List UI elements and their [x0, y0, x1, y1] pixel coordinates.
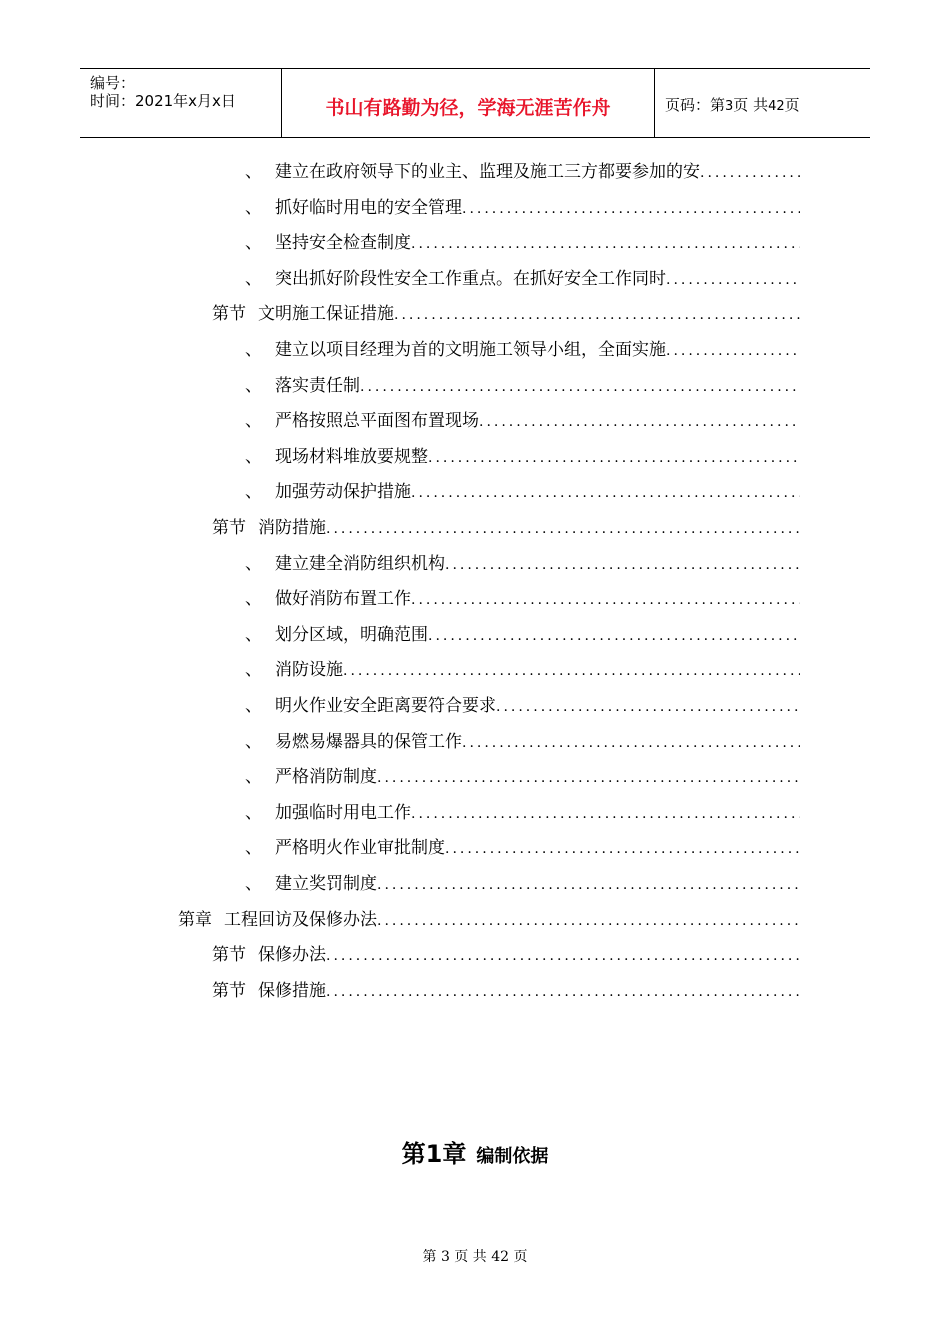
toc-leader-dots [479, 410, 800, 434]
toc-entry-prefix: 、 [245, 411, 262, 432]
toc-entry-title: 明火作业安全距离要符合要求 [275, 696, 496, 716]
toc-entry-prefix: 、 [245, 874, 262, 894]
toc-entry-title: 文明施工保证措施 [258, 304, 394, 325]
toc-entry[interactable] [212, 302, 800, 326]
toc-entry-title: 严格明火作业审批制度 [275, 838, 445, 859]
toc-leader-dots [666, 268, 800, 292]
toc-entry-prefix: 、 [245, 589, 262, 610]
toc-entry[interactable] [245, 658, 800, 682]
toc-leader-dots [428, 446, 800, 470]
toc-leader-dots [700, 161, 800, 185]
toc-entry-prefix: 、 [245, 233, 262, 254]
toc-entry-title: 建立奖罚制度 [275, 874, 377, 894]
toc-leader-dots [411, 232, 800, 256]
toc-entry-prefix: 第章 [178, 909, 212, 930]
toc-entry[interactable] [212, 516, 800, 540]
toc-entry-title: 坚持安全检查制度 [275, 233, 411, 254]
toc-entry-title: 落实责任制 [275, 375, 360, 396]
toc-entry-title: 严格消防制度 [275, 767, 377, 788]
toc-entry[interactable] [245, 374, 800, 398]
toc-leader-dots [360, 375, 800, 399]
toc-entry[interactable] [245, 694, 800, 718]
toc-leader-dots [326, 980, 800, 1004]
toc-leader-dots [377, 766, 800, 790]
toc-entry-title: 突出抓好阶段性安全工作重点。在抓好安全工作同时 [275, 268, 666, 289]
toc-entry-prefix: 、 [245, 268, 262, 289]
toc-entry-title: 建立在政府领导下的业主、监理及施工三方都要参加的安 [275, 162, 700, 182]
toc-entry-title: 加强劳动保护措施 [275, 482, 411, 503]
toc-entry[interactable] [212, 943, 800, 967]
toc-leader-dots [411, 588, 800, 612]
toc-entry[interactable] [212, 979, 800, 1003]
chapter-heading [0, 1134, 950, 1169]
toc-entry[interactable] [245, 587, 800, 611]
toc-entry-title: 现场材料堆放要规整 [275, 446, 428, 467]
toc-entry-prefix: 、 [245, 696, 262, 716]
toc-entry-prefix: 第节 [212, 980, 246, 1001]
number-label: 编号： [90, 74, 136, 92]
toc-entry-prefix: 、 [245, 731, 262, 752]
toc-entry-prefix: 、 [245, 482, 262, 503]
toc-entry-prefix: 、 [245, 340, 262, 360]
toc-entry-prefix: 、 [245, 660, 262, 681]
toc-leader-dots [326, 944, 800, 968]
toc-entry-title: 易燃易爆器具的保管工作 [275, 731, 462, 752]
toc-entry[interactable] [245, 730, 800, 754]
chapter-number: 第1章 [401, 1140, 467, 1168]
toc-entry-title: 严格按照总平面图布置现场 [275, 411, 479, 432]
toc-leader-dots [377, 909, 800, 933]
toc-entry[interactable] [245, 552, 800, 576]
toc-leader-dots [462, 731, 800, 755]
toc-entry-prefix: 第节 [212, 518, 246, 538]
toc-entry-prefix: 、 [245, 197, 262, 218]
toc-entry[interactable] [245, 160, 800, 184]
toc-entry[interactable] [245, 765, 800, 789]
toc-entry[interactable] [245, 836, 800, 860]
header-meta-cell [80, 69, 282, 137]
chapter-title: 编制依据 [476, 1146, 549, 1167]
toc-leader-dots [666, 339, 800, 363]
toc-entry-title: 建立以项目经理为首的文明施工领导小组，全面实施 [275, 340, 666, 360]
toc-entry[interactable] [245, 480, 800, 504]
toc-entry[interactable] [178, 908, 800, 932]
toc-entry-title: 划分区域，明确范围 [275, 624, 428, 645]
toc-leader-dots [445, 837, 800, 861]
toc-entry-title: 消防设施 [275, 660, 343, 681]
toc-entry[interactable] [245, 872, 800, 896]
toc-entry-prefix: 、 [245, 162, 262, 182]
toc-entry[interactable] [245, 445, 800, 469]
toc-entry[interactable] [245, 623, 800, 647]
toc-entry[interactable] [245, 409, 800, 433]
toc-entry-prefix: 、 [245, 375, 262, 396]
toc-entry-prefix: 第节 [212, 304, 246, 325]
toc-leader-dots [411, 802, 800, 826]
toc-leader-dots [343, 659, 800, 683]
page-number: 3 [725, 99, 734, 114]
page-mid: 页 共 [733, 96, 769, 114]
toc-entry-prefix: 、 [245, 767, 262, 788]
toc-entry-prefix: 第节 [212, 945, 246, 966]
toc-entry[interactable] [245, 196, 800, 220]
toc-entry[interactable] [245, 231, 800, 255]
motto-text: 书山有路勤为径，学海无涯苦作舟 [325, 97, 611, 119]
toc-leader-dots [462, 197, 800, 221]
toc-entry-title: 保修办法 [258, 945, 326, 966]
toc-entry-title: 建立建全消防组织机构 [275, 553, 445, 574]
toc-entry-title: 抓好临时用电的安全管理 [275, 197, 462, 218]
toc-leader-dots [411, 481, 800, 505]
page-indicator [665, 94, 800, 115]
page-label: 页码：第 [665, 96, 726, 114]
toc-entry-prefix: 、 [245, 838, 262, 859]
toc-entry-title: 消防措施 [258, 518, 326, 538]
toc-entry-prefix: 、 [245, 553, 262, 574]
time-label: 时间：2021年x月x日 [90, 92, 236, 110]
toc-leader-dots [496, 695, 800, 719]
toc-entry-title: 工程回访及保修办法 [224, 909, 377, 930]
toc-entry-prefix: 、 [245, 802, 262, 823]
toc-entry-title: 加强临时用电工作 [275, 802, 411, 823]
toc-entry-prefix: 、 [245, 446, 262, 467]
toc-entry-title: 做好消防布置工作 [275, 589, 411, 610]
toc-entry[interactable] [245, 267, 800, 291]
toc-leader-dots [428, 624, 800, 648]
page-total: 42 [768, 99, 785, 114]
header-page-cell [655, 69, 870, 137]
toc-leader-dots [445, 553, 800, 577]
document-header [80, 68, 870, 138]
page-end: 页 [784, 96, 800, 114]
toc-entry[interactable] [245, 801, 800, 825]
toc-entry[interactable] [245, 338, 800, 362]
toc-entry-prefix: 、 [245, 624, 262, 645]
toc-leader-dots [394, 303, 800, 327]
toc-leader-dots [326, 517, 800, 541]
header-motto-cell [282, 69, 655, 137]
page-footer: 第 3 页 共 42 页 [422, 1249, 528, 1265]
toc-entry-title: 保修措施 [258, 980, 326, 1001]
toc-leader-dots [377, 873, 800, 897]
